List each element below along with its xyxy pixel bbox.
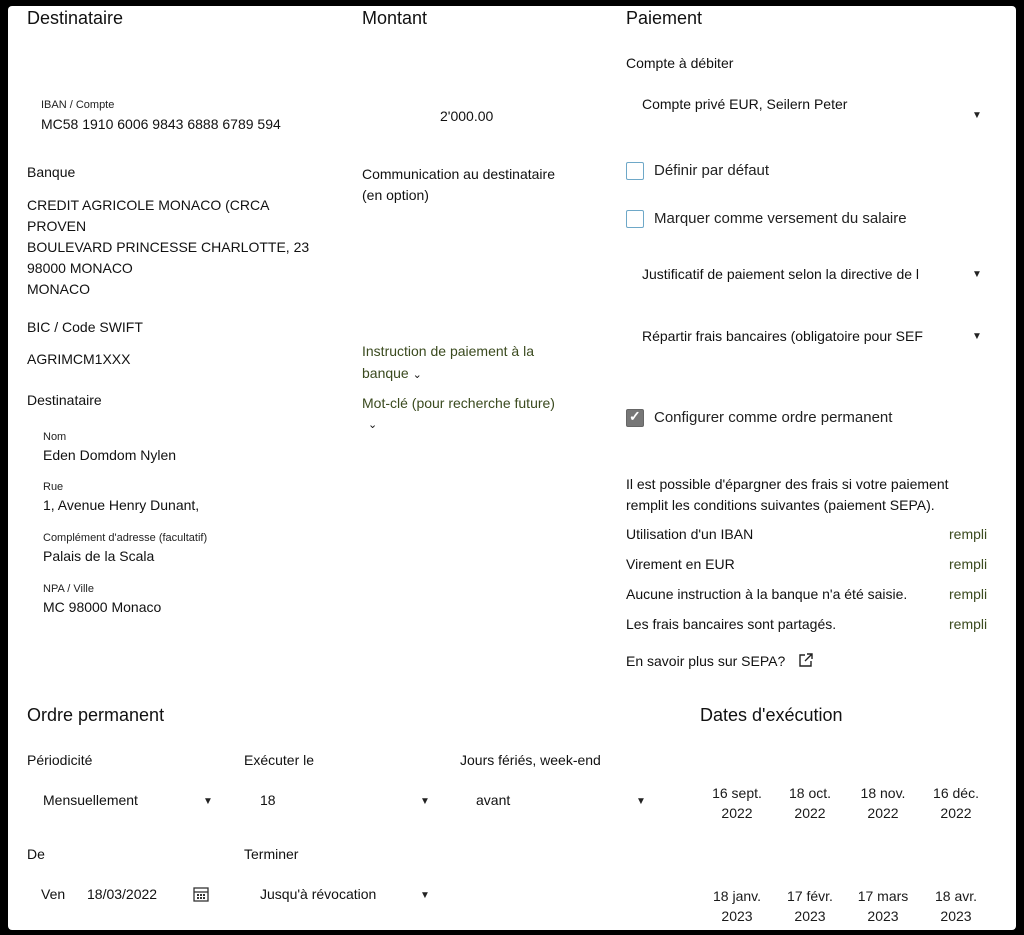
chevron-down-icon: ⌄ xyxy=(412,369,422,381)
condition-label: Virement en EUR xyxy=(626,556,735,572)
holidays-value: avant xyxy=(476,792,511,808)
sepa-info-line: Il est possible d'épargner des frais si votre paiement xyxy=(626,476,949,492)
condition-status: rempli xyxy=(949,586,988,602)
end-select[interactable] xyxy=(244,878,434,910)
name-label: Nom xyxy=(43,431,67,443)
condition-label: Aucune instruction à la banque n'a été saisie. xyxy=(626,586,908,602)
justificatif-value: Justificatif de paiement selon la directive de l xyxy=(642,266,920,282)
permanent-order-checkbox[interactable] xyxy=(626,409,644,427)
justificatif-select[interactable] xyxy=(626,256,986,292)
communication-label-line: (en option) xyxy=(362,187,429,203)
from-date: 18/03/2022 xyxy=(87,886,158,902)
instruction-label-line: Instruction de paiement à la xyxy=(362,343,534,359)
destinataire-label: Destinataire xyxy=(27,392,102,408)
sepa-info xyxy=(626,474,949,516)
caret-down-icon: ▼ xyxy=(972,110,982,121)
salary-label: Marquer comme versement du salaire xyxy=(654,210,907,227)
holidays-label: Jours fériés, week-end xyxy=(460,752,601,768)
caret-down-icon: ▼ xyxy=(636,796,646,807)
permanent-order-label: Configurer comme ordre permanent xyxy=(654,409,893,426)
condition-label: Utilisation d'un IBAN xyxy=(626,526,754,542)
complement-value: Palais de la Scala xyxy=(43,548,155,564)
from-date-input[interactable] xyxy=(27,878,217,910)
bic-value: AGRIMCM1XXX xyxy=(27,351,131,367)
from-day: Ven xyxy=(41,886,66,902)
street-label: Rue xyxy=(43,481,64,493)
execute-label: Exécuter le xyxy=(244,752,315,768)
frais-value: Répartir frais bancaires (obligatoire pour SEF xyxy=(642,328,923,344)
caret-down-icon: ▼ xyxy=(203,796,213,807)
city-value: MC 98000 Monaco xyxy=(43,599,162,615)
keyword-toggle[interactable] xyxy=(362,392,555,436)
end-label: Terminer xyxy=(244,846,299,862)
city-label: NPA / Ville xyxy=(43,583,94,595)
bank-line: MONACO xyxy=(27,281,90,297)
exec-date: 18 nov. 2022 xyxy=(860,785,906,821)
bank-line: 98000 MONACO xyxy=(27,260,133,276)
condition-status: rempli xyxy=(949,556,988,572)
frais-select[interactable] xyxy=(626,318,986,354)
caret-down-icon: ▼ xyxy=(420,796,430,807)
execute-day-select[interactable] xyxy=(244,784,434,816)
caret-down-icon: ▼ xyxy=(972,269,982,280)
external-link-icon xyxy=(798,652,814,673)
bank-address xyxy=(27,195,309,300)
chevron-down-icon: ⌄ xyxy=(368,419,378,431)
sepa-link-label: En savoir plus sur SEPA? xyxy=(626,653,786,669)
condition-status: rempli xyxy=(949,616,988,632)
section-title-montant: Montant xyxy=(362,8,428,28)
condition-label: Les frais bancaires sont partagés. xyxy=(626,616,837,632)
section-title-ordre: Ordre permanent xyxy=(27,705,165,725)
periodicity-select[interactable] xyxy=(27,784,217,816)
debit-account-label: Compte à débiter xyxy=(626,55,734,71)
payment-form xyxy=(8,6,1016,930)
instruction-label-line: banque xyxy=(362,365,409,381)
exec-date: 18 avr. 2023 xyxy=(934,888,978,924)
default-checkbox[interactable] xyxy=(626,162,644,180)
exec-date: 18 oct. 2022 xyxy=(788,785,832,821)
default-label: Définir par défaut xyxy=(654,162,770,179)
exec-date: 16 déc. 2022 xyxy=(933,785,979,821)
bank-label: Banque xyxy=(27,164,76,180)
complement-label: Complément d'adresse (facultatif) xyxy=(43,532,208,544)
bank-line: PROVEN xyxy=(27,218,87,234)
bic-label: BIC / Code SWIFT xyxy=(27,319,143,335)
name-value: Eden Domdom Nylen xyxy=(43,447,177,463)
end-value: Jusqu'à révocation xyxy=(260,886,377,902)
section-title-dates: Dates d'exécution xyxy=(700,705,843,725)
caret-down-icon: ▼ xyxy=(420,890,430,901)
condition-status: rempli xyxy=(949,526,988,542)
communication-label-line: Communication au destinataire xyxy=(362,166,555,182)
from-label: De xyxy=(27,846,45,862)
iban-value: MC58 1910 6006 9843 6888 6789 594 xyxy=(41,116,281,132)
holidays-select[interactable] xyxy=(460,784,650,816)
keyword-label: Mot-clé (pour recherche future) xyxy=(362,395,555,411)
debit-account-value: Compte privé EUR, Seilern Peter xyxy=(642,96,848,112)
execute-day-value: 18 xyxy=(260,792,276,808)
caret-down-icon: ▼ xyxy=(972,331,982,342)
bank-line: BOULEVARD PRINCESSE CHARLOTTE, 23 xyxy=(27,239,310,255)
iban-label: IBAN / Compte xyxy=(41,99,115,111)
debit-account-select[interactable] xyxy=(626,86,986,130)
exec-date: 17 févr. 2023 xyxy=(787,888,833,924)
instruction-toggle[interactable] xyxy=(362,340,534,386)
section-title-destinataire: Destinataire xyxy=(27,8,124,28)
salary-checkbox[interactable] xyxy=(626,210,644,228)
sepa-info-line: remplit les conditions suivantes (paiement SEPA). xyxy=(626,497,935,513)
exec-date: 18 janv. 2023 xyxy=(713,888,761,924)
exec-date: 16 sept. 2022 xyxy=(712,785,762,821)
amount-value: 2'000.00 xyxy=(440,108,494,124)
sepa-link[interactable] xyxy=(626,652,814,673)
periodicity-label: Périodicité xyxy=(27,752,93,768)
communication-label[interactable] xyxy=(362,164,555,206)
exec-date: 17 mars 2023 xyxy=(857,888,909,924)
street-value: 1, Avenue Henry Dunant, xyxy=(43,497,200,513)
bank-line: CREDIT AGRICOLE MONACO (CRCA xyxy=(27,197,270,213)
periodicity-value: Mensuellement xyxy=(43,792,138,808)
section-title-paiement: Paiement xyxy=(626,8,703,28)
calendar-icon[interactable] xyxy=(193,886,209,907)
